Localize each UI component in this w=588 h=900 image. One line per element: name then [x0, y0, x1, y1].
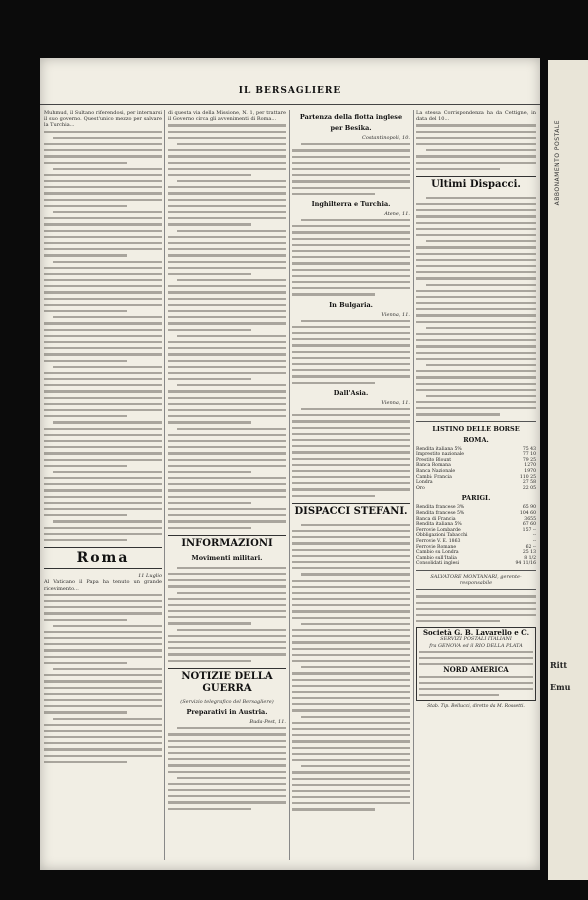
divider	[416, 589, 536, 590]
quote-value: 25 13	[522, 550, 536, 556]
newspaper-page	[40, 58, 540, 870]
parigi-quotes-label: PARIGI.	[461, 494, 491, 503]
quote-value: 104 60	[519, 511, 536, 516]
quote-label: Banca di Francia	[416, 516, 456, 522]
quote-value: 77 10	[522, 452, 536, 458]
ad-route: fra GENOVA ed il RIO DELLA PLATA	[429, 642, 523, 649]
parigi-quotes-table	[416, 505, 536, 567]
column-1	[44, 110, 162, 860]
newspaper-title: IL BERSAGLIERE	[238, 86, 342, 96]
quote-label: Imprestito nazionale	[416, 452, 465, 458]
informazioni-subheading: Movimenti militari.	[191, 553, 263, 562]
quote-label: Rendita francese 5%	[416, 511, 465, 516]
quote-value: 22 05	[522, 485, 536, 491]
quote-value: 75 43	[522, 446, 536, 452]
quote-label: Cambi: Francia	[416, 474, 452, 480]
quote-label: Rendita italiana 5%	[416, 446, 462, 452]
column-rule	[289, 110, 290, 860]
quote-label: Oro	[416, 485, 425, 491]
flotta-heading: Partenza della flotta inglese	[299, 113, 403, 121]
text-line	[419, 661, 533, 667]
col2-lead: di questa via della Missione, N. 1, per trattare il Governo circa gli avvenimenti di Roma...	[168, 110, 286, 123]
quote-label: Ferrovie Romane	[416, 544, 457, 550]
text-line	[419, 692, 533, 698]
quote-value: 157 --	[522, 527, 536, 533]
text-line	[416, 618, 536, 624]
roma-heading: Roma	[44, 547, 162, 569]
quote-value: --	[532, 538, 536, 544]
text-line	[44, 537, 162, 543]
divider	[416, 421, 536, 422]
quote-label: Banca Romana	[416, 463, 451, 469]
text-line	[168, 525, 286, 531]
roma-lead: Al Vaticano il Papa ha tenuto un grande ricevimento...	[44, 579, 162, 592]
quote-label: Cambio su Londra	[416, 550, 459, 556]
divider	[416, 570, 536, 571]
quote-value: 8 1/2	[524, 555, 536, 561]
quote-label: Banca Nazionale	[416, 469, 456, 475]
quote-value: 67 60	[522, 522, 536, 528]
roma-dateline: 11 Luglio	[138, 573, 162, 580]
fragment-heading-mid: Emu	[550, 682, 571, 692]
text-line	[292, 191, 410, 197]
asia-dateline: Vienna, 11.	[381, 399, 410, 406]
quote-value: 79 25	[522, 457, 536, 463]
text-line	[292, 380, 410, 386]
fragment-heading-top: Ritt	[550, 660, 568, 670]
ad-service: SERVIZI POSTALI ITALIANI	[440, 636, 512, 643]
quote-value: 65 90	[522, 505, 536, 511]
quote-value: 3655	[524, 516, 536, 522]
text-line	[292, 806, 410, 812]
column-rule	[164, 110, 165, 860]
quote-label: Ferrovie Lombarde	[416, 527, 461, 533]
quote-label: Obbligazioni Tabacchi	[416, 533, 468, 539]
text-line	[292, 493, 410, 499]
quote-label: Ferrovie V. E. 1863	[416, 538, 461, 544]
quote-label: Rendita italiana 5%	[416, 522, 462, 528]
informazioni-heading: INFORMAZIONI	[168, 535, 286, 550]
text-line	[168, 658, 286, 664]
quote-value: 1270	[524, 463, 536, 469]
ad-company-name: Società G. B. Lavarello e C.	[422, 628, 530, 638]
quote-value: 94 11/16	[515, 561, 536, 567]
quote-label: Londra	[416, 480, 433, 486]
adjacent-page-fragment	[548, 60, 588, 880]
quote-value: 27 58	[522, 480, 536, 486]
notizie-guerra-heading: NOTIZIE DELLA GUERRA	[168, 668, 286, 695]
vertical-postal-text: ABBONAMENTO POSTALE	[554, 120, 561, 206]
column-2	[168, 110, 286, 860]
quote-label: Prestito Blount	[416, 457, 452, 463]
preparativi-heading: Preparativi in Austria.	[186, 707, 268, 716]
quote-label: Cambio sull'Italia	[416, 555, 457, 561]
inghilterra-dateline: Atene, 11.	[384, 210, 410, 217]
quote-value: 62 --	[525, 544, 536, 550]
text-line	[44, 759, 162, 765]
flotta-dateline: Costantinopoli, 10.	[362, 135, 410, 141]
column-3	[292, 110, 410, 860]
ultimi-dispacci-heading: Ultimi Dispacci.	[416, 176, 536, 191]
quote-value: 1970	[524, 469, 536, 475]
inghilterra-heading: Inghilterra e Turchia.	[311, 199, 391, 208]
quote-row	[416, 486, 536, 492]
flotta-subheading: per Besika.	[330, 124, 372, 132]
bulgaria-dateline: Vienna, 11.	[381, 311, 410, 318]
roma-quotes-label: ROMA.	[463, 435, 489, 444]
asia-heading: Dall'Asia.	[333, 388, 369, 397]
quote-label: Consolidati inglesi	[416, 561, 460, 567]
shipping-advertisement	[416, 627, 536, 701]
column-4	[416, 110, 536, 860]
text-line	[416, 166, 536, 172]
gerente-line: SALVATORE MONTANARI, gerente-responsabile	[430, 573, 522, 587]
text-line	[168, 806, 286, 812]
col1-opening: Muhmud, il Sultano riferendosi, per internarsi il suo governo. Quest'unico mezzo per salvare la Turchia...	[44, 110, 162, 129]
listino-borse-heading: LISTINO DELLE BORSE	[432, 424, 520, 433]
quote-value: --	[532, 533, 536, 539]
dispacci-stefani-heading: DISPACCI STEFANI.	[292, 503, 410, 518]
col4-lead: La stessa Corrispondenza ha da Cettigne, in data del 10...	[416, 110, 536, 123]
notizie-guerra-subheading: (Servizio telegrafico del Bersagliere)	[180, 698, 274, 705]
column-rule	[413, 110, 414, 860]
preparativi-dateline: Buda-Pest, 11.	[249, 718, 286, 725]
quote-label: Rendita francese 3%	[416, 505, 465, 511]
text-line	[416, 411, 536, 417]
bulgaria-heading: In Bulgaria.	[329, 300, 373, 309]
quote-value: 110 25	[519, 474, 536, 480]
quote-row	[416, 561, 536, 567]
ad-ship-name: NORD AMERICA	[443, 665, 509, 675]
printer-imprint: Stab. Tip. Bellucci, diretto da M. Rossetti.	[427, 704, 525, 710]
roma-quotes-table	[416, 447, 536, 492]
text-line	[292, 291, 410, 297]
masthead	[40, 84, 540, 105]
